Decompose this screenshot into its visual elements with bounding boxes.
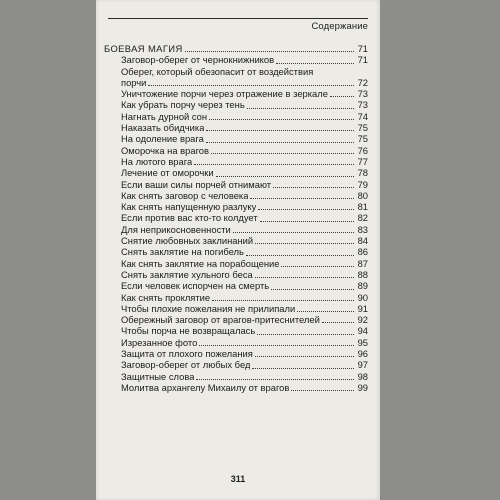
dot-leader <box>148 84 354 86</box>
toc-entry-title: Защитные слова <box>121 370 195 382</box>
toc-entry <box>104 88 368 99</box>
toc-entry-page: 92 <box>357 314 368 326</box>
dot-leader <box>216 175 354 177</box>
dot-leader <box>276 62 354 64</box>
toc-entry-page: 99 <box>357 381 368 393</box>
toc-entry-title: Чтобы порча не возвращалась <box>121 325 256 337</box>
toc-entry-title: Изрезанное фото <box>121 336 198 348</box>
toc-entry <box>104 325 368 336</box>
toc-entry-title: Если ваши силы порчей отнимают <box>121 178 272 190</box>
toc-entry <box>104 224 368 235</box>
dot-leader <box>330 95 354 97</box>
toc-entry <box>104 179 368 190</box>
toc-entry-page: 78 <box>357 167 368 179</box>
toc-entry <box>104 99 368 110</box>
toc-entry-title: Защита от плохого пожелания <box>121 348 253 360</box>
dot-leader <box>194 163 354 165</box>
toc-entry <box>104 314 368 325</box>
toc-entry <box>104 359 368 370</box>
toc-entry-page: 73 <box>357 99 368 111</box>
book-page <box>96 0 380 500</box>
toc-entry-title: На одоление врага <box>121 133 204 145</box>
dot-leader <box>206 129 354 131</box>
dot-leader <box>209 118 354 120</box>
toc-entry <box>104 167 368 178</box>
toc-entry-page: 86 <box>357 246 368 258</box>
dot-leader <box>212 299 354 301</box>
running-header <box>108 18 368 33</box>
toc-entry-page: 75 <box>357 122 368 134</box>
toc-entry-page: 80 <box>357 189 368 201</box>
dot-leader <box>196 378 354 380</box>
toc-entry-page: 82 <box>357 212 368 224</box>
dot-leader <box>297 310 354 312</box>
toc-entry-title: Оморочка на врагов <box>121 144 209 156</box>
toc-entry-page: 71 <box>357 54 368 66</box>
toc-entry-page: 84 <box>357 235 368 247</box>
toc-entry-page: 74 <box>357 110 368 122</box>
toc-entry-page: 95 <box>357 336 368 348</box>
toc-entry-page: 77 <box>357 155 368 167</box>
toc-entry-continuation <box>104 77 368 88</box>
toc-entry <box>104 280 368 291</box>
toc-entry-page: 97 <box>357 359 368 371</box>
dot-leader <box>233 231 354 233</box>
toc-entry <box>104 303 368 314</box>
toc-entry-title: Как снять заклятие на порабощение <box>121 257 280 269</box>
toc-entry <box>104 212 368 223</box>
dot-leader <box>252 367 354 369</box>
toc-entry <box>104 258 368 269</box>
dot-leader <box>273 186 354 188</box>
toc-entry <box>104 54 368 65</box>
toc-entry-title: Как убрать порчу через тень <box>121 99 245 111</box>
dot-leader <box>281 265 354 267</box>
toc-entry <box>104 122 368 133</box>
toc-entry <box>104 246 368 257</box>
toc-entry <box>104 337 368 348</box>
toc-entry-title: На лютого врага <box>121 155 193 167</box>
toc-entry-title: Как снять заговор с человека <box>121 189 249 201</box>
toc-entry-title: Заговор-оберег от любых бед <box>121 359 251 371</box>
toc-entry <box>104 111 368 122</box>
toc-entry-title: Оберег, который обезопасит от воздействия <box>121 65 314 77</box>
toc-entry-title: Нагнать дурной сон <box>121 110 208 122</box>
toc-entry-title: Заговор-оберег от чернокнижников <box>121 54 275 66</box>
dot-leader <box>260 220 354 222</box>
toc-section-entry <box>104 43 368 54</box>
toc-entry-page: 81 <box>357 201 368 213</box>
dot-leader <box>199 344 354 346</box>
toc-entry-page: 73 <box>357 88 368 100</box>
dot-leader <box>271 288 354 290</box>
toc-entry <box>104 145 368 156</box>
toc-entry-page: 90 <box>357 291 368 303</box>
toc-entry-title: порчи <box>121 76 147 88</box>
dot-leader <box>255 355 354 357</box>
toc-entry <box>104 66 368 77</box>
dot-leader <box>322 321 354 323</box>
toc-entry <box>104 201 368 212</box>
toc-entry <box>104 235 368 246</box>
dot-leader <box>185 50 354 52</box>
toc-entry-title: Если против вас кто-то колдует <box>121 212 258 224</box>
toc-entry-title: Наказать обидчика <box>121 122 205 134</box>
toc-entry <box>104 382 368 393</box>
toc-entry-title: Чтобы плохие пожелания не прилипали <box>121 302 296 314</box>
toc-entry-page: 96 <box>357 348 368 360</box>
toc-entry <box>104 156 368 167</box>
dot-leader <box>255 242 354 244</box>
toc-entry-page: 83 <box>357 223 368 235</box>
toc-entry-page: 88 <box>357 268 368 280</box>
toc-entry-title: Как снять проклятие <box>121 291 211 303</box>
toc-entry-title: Для неприкосновенности <box>121 223 231 235</box>
toc-entry-page: 91 <box>357 302 368 314</box>
toc-entry-title: Молитва архангелу Михаилу от врагов <box>121 381 290 393</box>
toc-entry-page: 87 <box>357 257 368 269</box>
toc-entry <box>104 269 368 280</box>
toc-entry-title: Снятие любовных заклинаний <box>121 235 254 247</box>
toc-entry-page: 94 <box>357 325 368 337</box>
toc-entry <box>104 348 368 359</box>
toc-entry <box>104 371 368 382</box>
dot-leader <box>211 152 354 154</box>
toc-entry-title: БОЕВАЯ МАГИЯ <box>104 43 183 54</box>
toc-entry-page: 79 <box>357 178 368 190</box>
toc-entry-title: Обережный заговор от врагов-притеснителей <box>121 314 320 326</box>
toc-entry <box>104 292 368 303</box>
dot-leader <box>291 389 354 391</box>
dot-leader <box>258 208 354 210</box>
toc-entry-title: Снять заклятие хульного беса <box>121 268 253 280</box>
toc-entry-title: Снять заклятие на погибель <box>121 246 244 258</box>
toc-entry-page: 76 <box>357 144 368 156</box>
dot-leader <box>206 141 354 143</box>
table-of-contents <box>104 43 368 393</box>
dot-leader <box>247 107 354 109</box>
toc-entry-page: 75 <box>357 133 368 145</box>
page-number: 311 <box>230 474 246 484</box>
toc-entry-title: Уничтожение порчи через отражение в зеркале <box>121 88 328 100</box>
toc-entry <box>104 190 368 201</box>
header-title: Содержание <box>311 21 368 32</box>
dot-leader <box>257 333 354 335</box>
toc-entry-title: Лечение от оморочки <box>121 167 214 179</box>
dot-leader <box>250 197 354 199</box>
toc-entry-title: Как снять напущенную разлуку <box>121 201 257 213</box>
toc-entry-page: 72 <box>357 76 368 88</box>
toc-entry-title: Если человек испорчен на смерть <box>121 280 270 292</box>
toc-entry-page: 71 <box>357 43 368 54</box>
toc-entry-page: 98 <box>357 370 368 382</box>
dot-leader <box>255 276 354 278</box>
toc-entry <box>104 133 368 144</box>
dot-leader <box>246 254 354 256</box>
toc-entry-page: 89 <box>357 280 368 292</box>
